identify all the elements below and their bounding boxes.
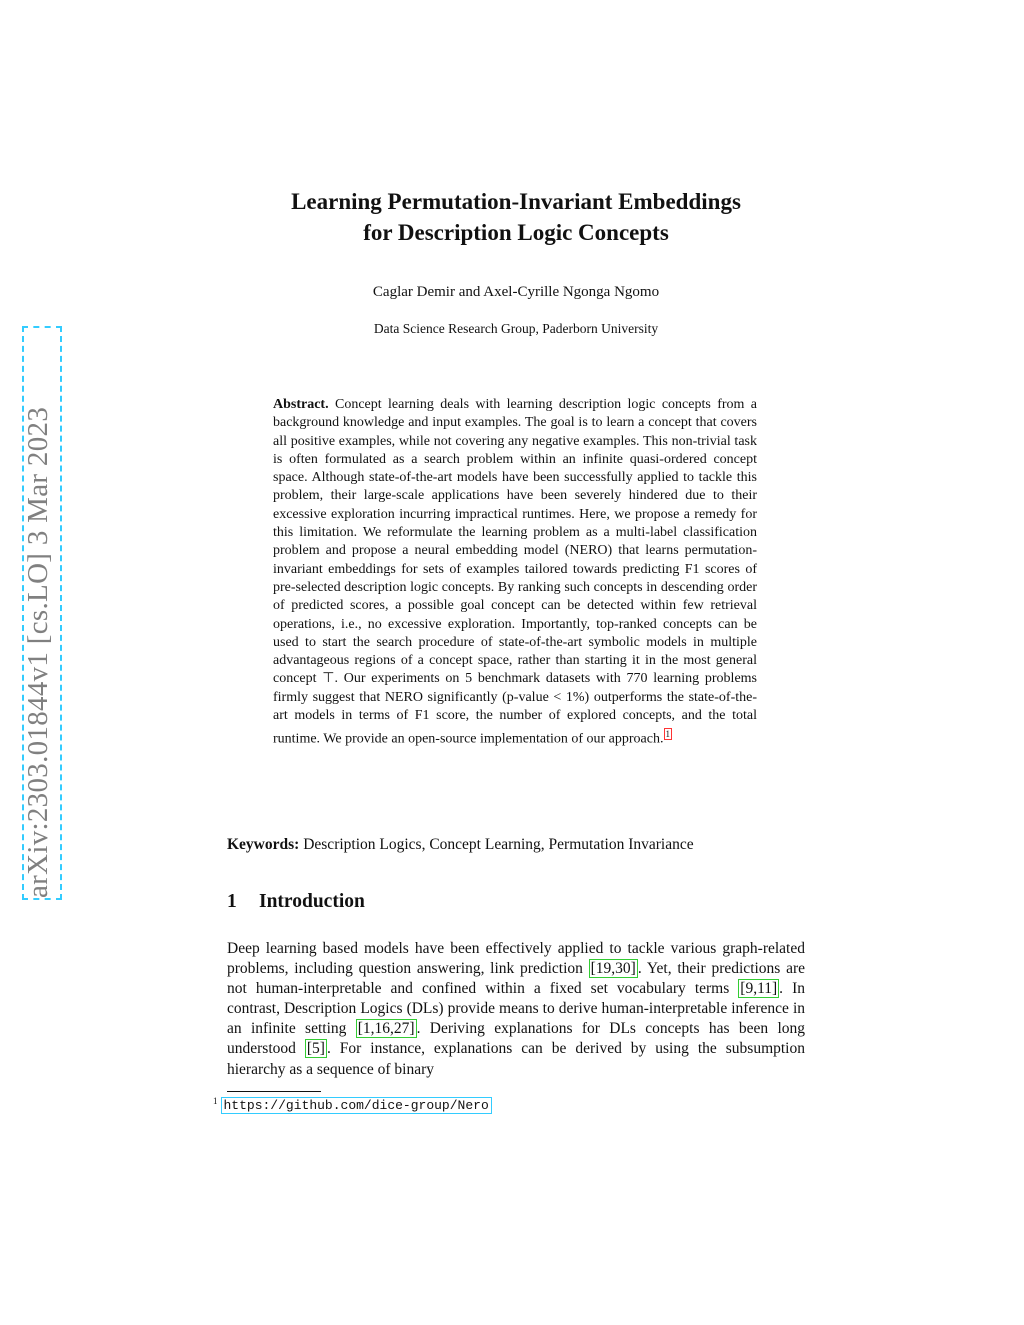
abstract-text: Concept learning deals with learning description logic concepts from a background knowledge and input examples. The goal is to learn a concept that covers all positive examples, while not covering any negative examples. This non-trivial task is often formulated as a search problem within an infinite quasi-ordered concept space. Although state-of-the-art models have been successfully applied to tackle this problem, their large-scale applications have been severely hindered due to their excessive exploration incurring impractical runtimes. Here, we propose a remedy for this limitation. We reformulate the learning problem as a multi-label classification problem and propose a neural embedding model (NERO) that learns permutation-invariant embeddings for sets of examples tailored towards predicting F1 scores of pre-selected description logic concepts. By ranking such concepts in descending order of predicted scores, a possible goal concept can be detected within few retrieval operations, i.e., no excessive exploration. Importantly, top-ranked concepts can be used to start the search procedure of state-of-the-art symbolic models in multiple advantageous regions of a concept space, rather than starting it in the most general concept ⊤. Our experiments on 5 benchmark datasets with 770 learning problems firmly suggest that NERO significantly (p-value < 1%) outperforms the state-of-the-art models in terms of F1 score, the number of explored concepts, and the total runtime. We provide an open-source implementation of our approach. [273,397,758,747]
section-heading [227,891,365,913]
footnote-url-link[interactable]: https://github.com/dice-group/Nero [221,1097,492,1114]
footnote [213,1096,492,1113]
abstract-label: Abstract. [273,397,329,412]
authors: Caglar Demir and Axel-Cyrille Ngonga Ngomo [372,284,660,300]
intro-text-2: . Yet, their predictions are not human-interpretable and confined within a fixed set vocabulary terms [227,960,805,998]
section-title: Introduction [259,891,365,912]
intro-text-1: Deep learning based models have been effectively applied to tackle various graph-related problems, including question answering, link prediction [227,940,805,978]
title-line-2: for Description Logic Concepts [363,220,669,245]
paper-title [227,186,805,248]
intro-text-4: . Deriving explanations for DLs concepts has been long understood [227,1020,805,1058]
intro-paragraph [227,939,805,1080]
intro-text-3: . In contrast, Description Logics (DLs) provide means to derive human-interpretable inference in an infinite setting [227,980,805,1038]
section-number: 1 [227,891,237,912]
citation-link[interactable]: [19,30] [590,960,636,978]
arxiv-identifier[interactable]: arXiv:2303.01844v1 [cs.LO] 3 Mar 2023 [22,406,54,898]
title-line-1: Learning Permutation-Invariant Embeddings [291,189,741,214]
keywords [227,836,805,854]
intro-text-5: . For instance, explanations can be derived by using the subsumption hierarchy as a sequence of binary [227,1040,805,1078]
citation-link[interactable]: [5] [306,1040,325,1058]
citation-link[interactable]: [9,11] [740,980,778,998]
citation-link[interactable]: [1,16,27] [357,1020,415,1038]
keywords-text: Description Logics, Concept Learning, Permutation Invariance [303,836,694,853]
keywords-label: Keywords: [227,836,300,853]
footnote-mark: 1 [213,1096,218,1106]
footnote-divider [227,1091,321,1092]
footnote-ref[interactable]: 1 [665,729,670,740]
affiliation: Data Science Research Group, Paderborn University [373,321,659,336]
abstract [273,396,757,749]
